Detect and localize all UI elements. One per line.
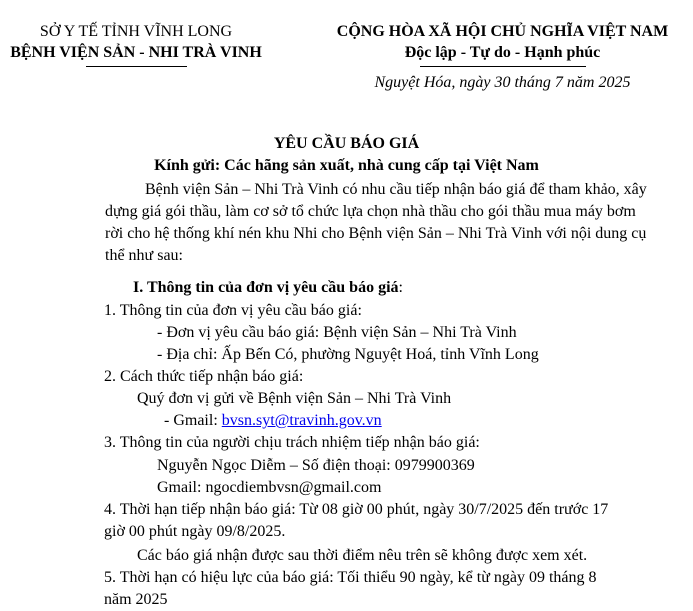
national-title: CỘNG HÒA XÃ HỘI CHỦ NGHĨA VIỆT NAM — [336, 23, 669, 40]
item-3: 3. Thông tin của người chịu trách nhiệm tiếp nhận báo giá: — [104, 434, 480, 451]
section-heading-text: I. Thông tin của đơn vị yêu cầu báo giá — [133, 279, 399, 296]
item-5-line-1: 5. Thời hạn có hiệu lực của báo giá: Tối thiểu 90 ngày, kể từ ngày 09 tháng 8 — [104, 569, 597, 586]
intro-line-3: rời cho hệ thống khí nén khu Nhi cho Bệnh viện Sản – Nhi Trà Vinh với nội dung cụ — [105, 225, 647, 242]
hospital-name: BỆNH VIỆN SẢN - NHI TRÀ VINH — [10, 44, 262, 61]
item-4-line-1: 4. Thời hạn tiếp nhận báo giá: Từ 08 giờ 00 phút, ngày 30/7/2025 đến trước 17 — [104, 501, 609, 518]
item-3-contact: Nguyễn Ngọc Diễm – Số điện thoại: 0979900369 — [157, 457, 475, 474]
item-2-send-to: Quý đơn vị gửi về Bệnh viện Sản – Nhi Trà Vinh — [137, 390, 452, 407]
intro-line-2: dựng giá gói thầu, làm cơ sở tổ chức lựa chọn nhà thầu cho gói thầu mua máy bơm — [105, 203, 636, 220]
agency-name: SỞ Y TẾ TỈNH VĨNH LONG — [39, 23, 233, 40]
date-line: Nguyệt Hóa, ngày 30 tháng 7 năm 2025 — [374, 74, 631, 91]
item-2: 2. Cách thức tiếp nhận báo giá: — [104, 368, 304, 385]
document-title: YÊU CẦU BÁO GIÁ — [273, 135, 420, 152]
section-heading — [133, 278, 403, 298]
intro-line-4: thể như sau: — [105, 247, 183, 264]
item-3-gmail: Gmail: ngocdiembvsn@gmail.com — [157, 479, 382, 496]
item-1: 1. Thông tin của đơn vị yêu cầu báo giá: — [104, 302, 362, 319]
intro-line-1: Bệnh viện Sản – Nhi Trà Vinh có nhu cầu tiếp nhận báo giá để tham khảo, xây — [145, 181, 647, 198]
item-5-line-2: năm 2025 — [104, 591, 168, 608]
right-header-rule — [420, 66, 586, 67]
item-1-unit: - Đơn vị yêu cầu báo giá: Bệnh viện Sản – Nhi Trà Vinh — [157, 324, 517, 341]
national-motto: Độc lập - Tự do - Hạnh phúc — [404, 44, 601, 61]
recipient-line: Kính gửi: Các hãng sản xuất, nhà cung cấp tại Việt Nam — [154, 157, 539, 174]
item-2-gmail — [164, 411, 382, 431]
item-1-address: - Địa chỉ: Ấp Bến Có, phường Nguyệt Hoá, tỉnh Vĩnh Long — [157, 346, 539, 363]
item-4-note: Các báo giá nhận được sau thời điểm nêu trên sẽ không được xem xét. — [137, 547, 588, 564]
gmail-label: - Gmail: — [164, 412, 222, 429]
left-header-rule — [86, 66, 187, 67]
item-4-line-2: giờ 00 phút ngày 09/8/2025. — [104, 523, 286, 540]
section-heading-colon: : — [398, 279, 403, 296]
email-link[interactable]: bvsn.syt@travinh.gov.vn — [221, 412, 382, 429]
